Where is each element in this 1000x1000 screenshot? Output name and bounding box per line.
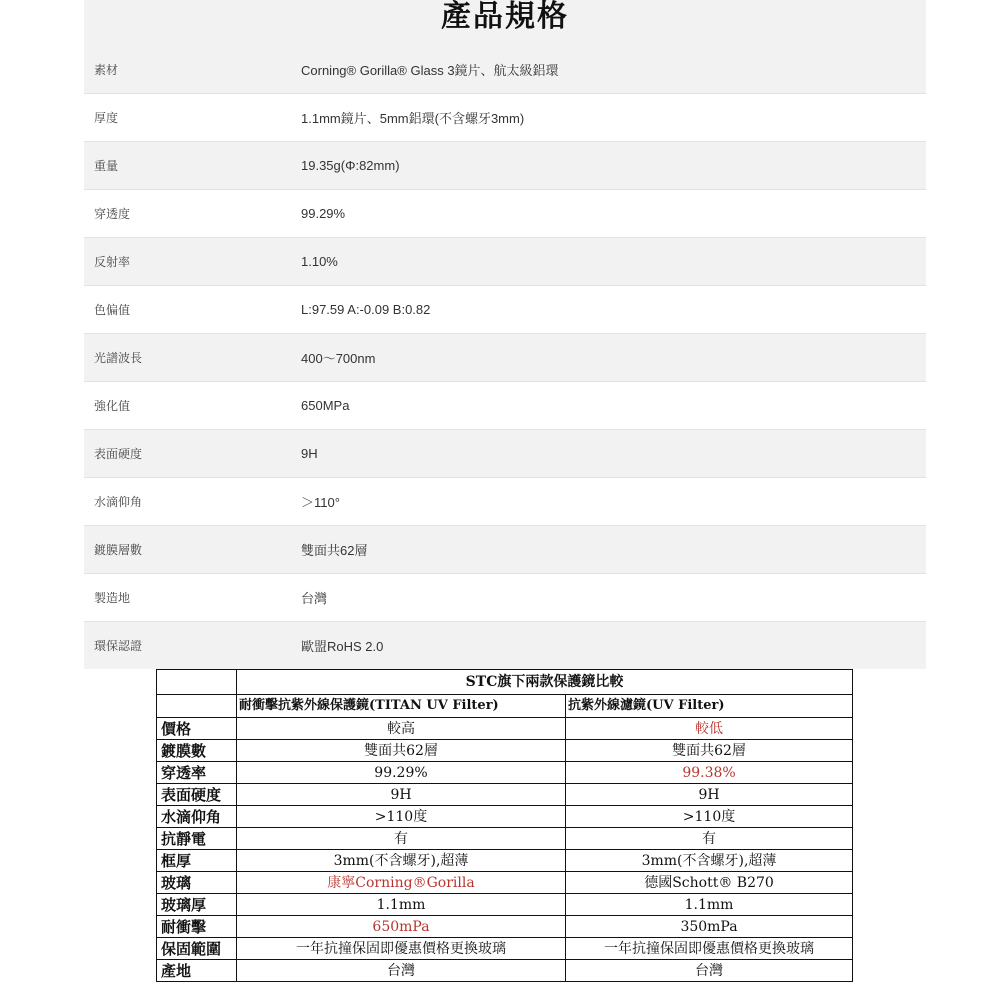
spec-row: [84, 382, 926, 430]
page-title: 產品規格: [441, 0, 569, 34]
spec-label: 穿透度: [94, 207, 131, 221]
spec-label: 素材: [94, 63, 119, 77]
spec-value: 1.10%: [301, 254, 338, 269]
titan-value: >110度: [237, 806, 566, 828]
row-label: 產地: [157, 960, 237, 982]
spec-row: [84, 334, 926, 382]
uv-value: 德國Schott® B270: [566, 872, 853, 894]
row-label: 水滴仰角: [157, 806, 237, 828]
row-label: 保固範圍: [157, 938, 237, 960]
comparison-table: [156, 669, 853, 982]
uv-value: 雙面共62層: [566, 740, 853, 762]
table-row: [157, 894, 853, 916]
spec-row: [84, 526, 926, 574]
row-label: 穿透率: [157, 762, 237, 784]
product-spec-section: [84, 0, 926, 663]
row-label: 價格: [157, 718, 237, 740]
uv-value: 有: [566, 828, 853, 850]
row-label: 鍍膜數: [157, 740, 237, 762]
spec-value: 19.35g(Φ:82mm): [301, 158, 400, 173]
titan-value: 9H: [237, 784, 566, 806]
spec-row: [84, 478, 926, 526]
row-label: 耐衝擊: [157, 916, 237, 938]
column-header-uv: 抗紫外線濾鏡(UV Filter): [566, 695, 853, 718]
comparison-title: STC旗下兩款保護鏡比較: [237, 670, 853, 695]
titan-value: 650mPa: [237, 916, 566, 938]
table-row: [157, 718, 853, 740]
titan-value: 較高: [237, 718, 566, 740]
table-row: [157, 806, 853, 828]
table-row: [157, 784, 853, 806]
spec-value: ＞110°: [301, 495, 340, 510]
titan-value: 台灣: [237, 960, 566, 982]
spec-label: 強化值: [94, 399, 131, 413]
uv-value: >110度: [566, 806, 853, 828]
table-row: [157, 938, 853, 960]
spec-label: 色偏值: [94, 303, 131, 317]
table-corner-cell: [157, 670, 237, 695]
titan-value: 3mm(不含螺牙),超薄: [237, 850, 566, 872]
spec-label: 製造地: [94, 591, 131, 605]
titan-value: 一年抗撞保固即優惠價格更換玻璃: [237, 938, 566, 960]
uv-value: 350mPa: [566, 916, 853, 938]
table-row: [157, 762, 853, 784]
titan-value: 康寧Corning®Gorilla: [237, 872, 566, 894]
row-label: 表面硬度: [157, 784, 237, 806]
spec-value: 9H: [301, 446, 318, 461]
table-row: [157, 850, 853, 872]
spec-row: [84, 286, 926, 334]
row-label: 抗靜電: [157, 828, 237, 850]
table-row: [157, 872, 853, 894]
titan-value: 99.29%: [237, 762, 566, 784]
table-row: [157, 828, 853, 850]
spec-label: 水滴仰角: [94, 495, 143, 509]
spec-row: [84, 46, 926, 94]
spec-label: 重量: [94, 159, 119, 173]
titan-value: 1.1mm: [237, 894, 566, 916]
uv-value: 3mm(不含螺牙),超薄: [566, 850, 853, 872]
titan-value: 雙面共62層: [237, 740, 566, 762]
spec-row: [84, 574, 926, 622]
spec-value: 雙面共62層: [301, 543, 368, 558]
table-corner-cell-lower: [157, 695, 237, 718]
spec-row: [84, 238, 926, 286]
spec-row: [84, 430, 926, 478]
spec-value: 台灣: [301, 591, 328, 606]
row-label: 玻璃: [157, 872, 237, 894]
spec-label: 反射率: [94, 255, 131, 269]
spec-value: 1.1mm鏡片、5mm鋁環(不含螺牙3mm): [301, 111, 525, 126]
table-row: [157, 740, 853, 762]
uv-value: 台灣: [566, 960, 853, 982]
spec-label: 環保認證: [94, 639, 143, 653]
spec-label: 光譜波長: [94, 351, 143, 365]
titan-value: 有: [237, 828, 566, 850]
uv-value: 一年抗撞保固即優惠價格更換玻璃: [566, 938, 853, 960]
spec-value: 歐盟RoHS 2.0: [301, 639, 384, 654]
spec-label: 鍍膜層數: [94, 543, 143, 557]
comparison-body: [157, 718, 853, 982]
column-header-titan: 耐衝擊抗紫外線保護鏡(TITAN UV Filter): [237, 695, 566, 718]
spec-row: [84, 622, 926, 669]
spec-label: 表面硬度: [94, 447, 143, 461]
spec-label: 厚度: [94, 111, 119, 125]
spec-value: 400～700nm: [301, 351, 376, 366]
table-row: [157, 960, 853, 982]
spec-header: [84, 0, 926, 46]
uv-value: 較低: [566, 718, 853, 740]
spec-value: L:97.59 A:-0.09 B:0.82: [301, 302, 431, 317]
spec-value: Corning® Gorilla® Glass 3鏡片、航太級鋁環: [301, 63, 559, 78]
uv-value: 1.1mm: [566, 894, 853, 916]
table-row: [157, 916, 853, 938]
uv-value: 9H: [566, 784, 853, 806]
spec-row: [84, 190, 926, 238]
spec-value: 99.29%: [301, 206, 346, 221]
spec-row: [84, 94, 926, 142]
spec-table: [84, 46, 926, 669]
row-label: 玻璃厚: [157, 894, 237, 916]
spec-row: [84, 142, 926, 190]
uv-value: 99.38%: [566, 762, 853, 784]
row-label: 框厚: [157, 850, 237, 872]
spec-value: 650MPa: [301, 398, 350, 413]
